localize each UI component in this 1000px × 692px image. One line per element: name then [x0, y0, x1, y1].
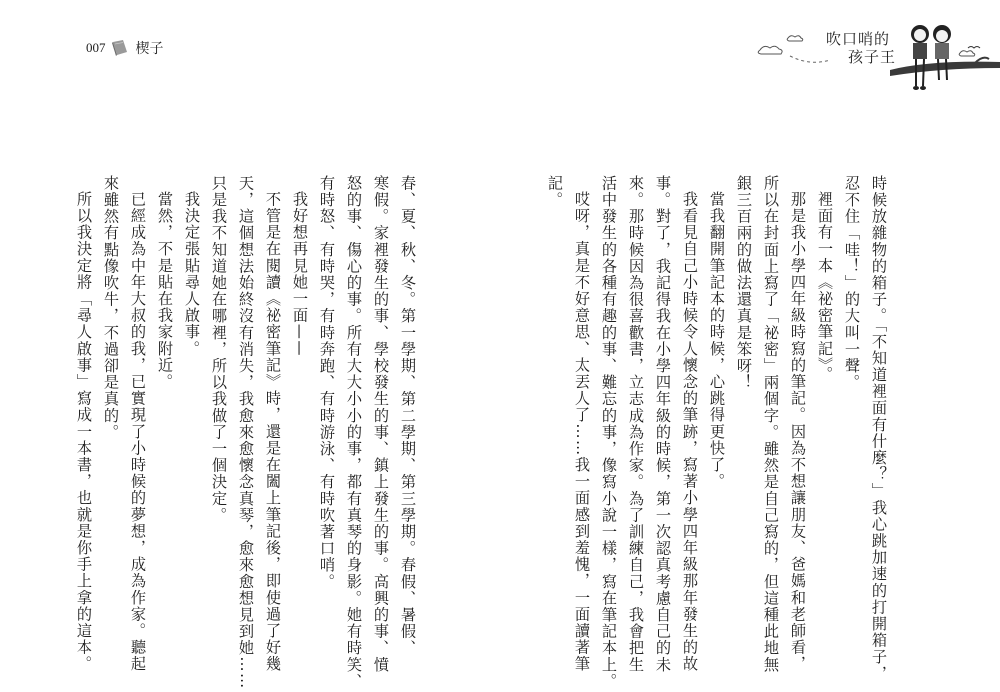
text-column: 我看見自己小時候令人懷念的筆跡，寫著小學四年級那年發生的故: [681, 191, 699, 673]
text-column: 已經成為中年大叔的我，已實現了小時候的夢想，成為作家。聽起: [129, 191, 147, 673]
series-title-line-2: 孩子王: [848, 48, 897, 66]
running-header: [86, 38, 164, 58]
text-column: 裡面有一本《祕密筆記》。: [816, 191, 834, 383]
text-column: 當然，不是貼在我家附近。: [156, 191, 174, 391]
text-column: 怒的事、傷心的事。所有大大小小的事，都有真琴的身影。她有時笑、: [345, 175, 363, 690]
text-column: 哎呀，真是不好意思、太丟人了……我一面感到羞愧，一面讀著筆: [573, 191, 591, 673]
text-column: 有時怒、有時哭，有時奔跑、有時游泳、有時吹著口哨。: [318, 175, 336, 590]
book-icon: [110, 38, 130, 58]
text-column: 忍不住「哇！」的大叫一聲。: [843, 175, 861, 391]
text-column: 來。那時候因為很喜歡書，立志成為作家。為了訓練自己，我會把生: [627, 175, 645, 673]
series-title-line-1: 吹口哨的: [826, 30, 891, 48]
chapter-title: 楔子: [135, 41, 164, 57]
page-number: 007: [86, 40, 106, 55]
text-column: 天，這個想法始終沒有消失，我愈來愈懷念真琴，愈來愈想見到她……: [237, 175, 255, 690]
text-column: 事。對了，我記得我在小學四年級的時候，第一次認真考慮自己的未: [654, 175, 672, 673]
text-column: 我決定張貼尋人啟事。: [183, 191, 201, 357]
text-column: 活中發生的各種有趣的事、難忘的事，像寫小說一樣，寫在筆記本上。: [600, 175, 618, 690]
text-column: 寒假。家裡發生的事、學校發生的事、鎮上發生的事。高興的事、憤: [372, 175, 390, 673]
text-column: 所以在封面上寫了「祕密」兩個字。雖然是自己寫的，但這種此地無: [762, 175, 780, 673]
series-title: [826, 30, 896, 66]
text-column: 記。: [546, 175, 564, 209]
text-column: 我好想再見她一面——: [291, 191, 309, 357]
text-column: 只是我不知道她在哪裡，所以我做了一個決定。: [210, 175, 228, 524]
text-column: 當我翻開筆記本的時候，心跳得更快了。: [708, 191, 726, 490]
text-column: 春、夏、秋、冬。第一學期、第二學期、第三學期。春假、暑假、: [399, 175, 417, 657]
text-column: 時候放雜物的箱子。「不知道裡面有什麼？」我心跳加速的打開箱子，: [870, 175, 888, 682]
text-column: 來雖然有點像吹牛，不過卻是真的。: [102, 175, 120, 441]
text-column: 不管是在閱讀《祕密筆記》時，還是在闔上筆記後，即使過了好幾: [264, 191, 282, 673]
text-column: 那是我小學四年級時寫的筆記。因為不想讓朋友、爸媽和老師看，: [789, 191, 807, 673]
text-column: 銀三百兩的做法還真是笨呀！: [735, 175, 753, 391]
text-column: 所以我決定將「尋人啟事」寫成一本書，也就是你手上拿的這本。: [75, 191, 93, 673]
